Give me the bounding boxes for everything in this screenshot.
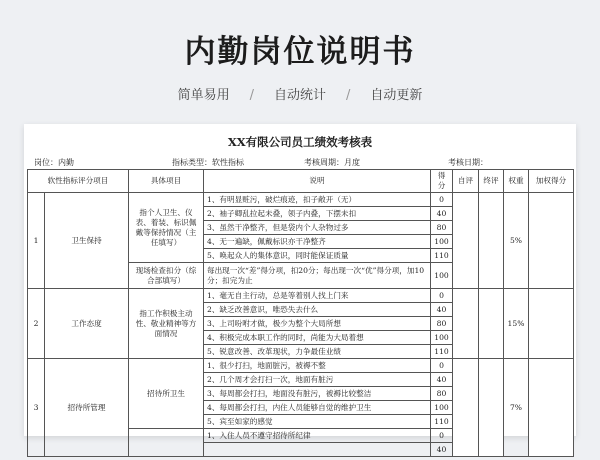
- header-row: [28, 170, 574, 193]
- page-title: 内勤岗位说明书: [184, 34, 416, 70]
- item-score: 0: [431, 193, 453, 207]
- final-score-cell[interactable]: [479, 289, 504, 359]
- section-number: 3: [28, 359, 45, 457]
- group-name: 指个人卫生、仪表、着装、标识佩戴等保持情况（主任填写）: [129, 193, 204, 263]
- weight-cell: 5%: [504, 193, 529, 289]
- feature-autostat: 自动统计: [273, 88, 326, 103]
- item-description: 1、入住人员不遵守招待所纪律: [204, 429, 431, 443]
- header-cell: 软性指标评分项目: [28, 170, 129, 193]
- item-score: 110: [431, 249, 453, 263]
- header-cell: 得分: [431, 170, 453, 193]
- position-label: 岗位：内勤: [34, 158, 74, 167]
- sheet-info-row: [24, 157, 576, 169]
- self-score-cell[interactable]: [453, 359, 479, 457]
- period-label: 考核周期：月度: [304, 158, 360, 167]
- item-score: 0: [431, 289, 453, 303]
- header-cell: 具体项目: [129, 170, 204, 193]
- item-description: 5、宾至如家的感觉: [204, 415, 431, 429]
- item-score: 100: [431, 235, 453, 249]
- table-row: [28, 359, 574, 373]
- item-score: 110: [431, 345, 453, 359]
- item-score: 100: [431, 331, 453, 345]
- weighted-score-cell[interactable]: [529, 289, 574, 359]
- weight-cell: 7%: [504, 359, 529, 457]
- item-description: 5、唤起众人的集体意识，同时能保证质量: [204, 249, 431, 263]
- header-cell: 说明: [204, 170, 431, 193]
- item-score: 100: [431, 263, 453, 289]
- item-score: 110: [431, 415, 453, 429]
- sheet-title: XX有限公司员工绩效考核表: [227, 135, 373, 149]
- header-cell: 加权得分: [529, 170, 574, 193]
- item-score: 40: [431, 443, 453, 457]
- item-description: 每出现一次“差”得分项，扣20分；每出现一次“优”得分项，加10分；扣完为止: [204, 263, 431, 289]
- item-description: 1、有明显赃污，破烂痕迹，扣子敞开（无）: [204, 193, 431, 207]
- group-name: 指工作积极主动性、敬业精神等方面情况: [129, 289, 204, 359]
- item-description: 5、锐意改善、改革现状，力争最佳业绩: [204, 345, 431, 359]
- final-score-cell[interactable]: [479, 193, 504, 289]
- item-score: 40: [431, 207, 453, 221]
- section-number: 1: [28, 193, 45, 289]
- kpi-table: [27, 169, 574, 457]
- group-name: 招待所卫生: [129, 359, 204, 429]
- feature-easy: 简单易用: [177, 88, 230, 103]
- header-cell: 权重: [504, 170, 529, 193]
- group-name: 现场检查扣分（综合部填写）: [129, 263, 204, 289]
- section-name: 招待所管理: [45, 359, 129, 457]
- item-score: 80: [431, 387, 453, 401]
- item-description: 1、很少打扫，地面脏污，被褥不整: [204, 359, 431, 373]
- item-score: 80: [431, 221, 453, 235]
- section-name: 卫生保持: [45, 193, 129, 289]
- divider: /: [249, 88, 254, 103]
- section-name: 工作态度: [45, 289, 129, 359]
- item-description: 3、每周都会打扫，地面没有脏污，被褥比较整洁: [204, 387, 431, 401]
- table-row: [28, 193, 574, 207]
- section-number: 2: [28, 289, 45, 359]
- item-description: 4、无一遍缺，佩戴标识亦干净整齐: [204, 235, 431, 249]
- header-cell: 自评: [453, 170, 479, 193]
- divider: /: [346, 88, 351, 103]
- header-cell: 终评: [479, 170, 504, 193]
- item-score: 40: [431, 373, 453, 387]
- weight-cell: 15%: [504, 289, 529, 359]
- self-score-cell[interactable]: [453, 193, 479, 289]
- item-description: 2、缺乏改善意识，唯恐失去什么: [204, 303, 431, 317]
- final-score-cell[interactable]: [479, 359, 504, 457]
- weighted-score-cell[interactable]: [529, 193, 574, 289]
- weighted-score-cell[interactable]: [529, 359, 574, 457]
- item-description: 1、毫无自主行动，总是等着别人找上门来: [204, 289, 431, 303]
- feature-list: [0, 84, 600, 103]
- item-score: 100: [431, 401, 453, 415]
- item-description: 2、袖子卿乱拉起未叠，领子内叠，下摆未扣: [204, 207, 431, 221]
- item-description: [204, 443, 431, 457]
- item-score: 0: [431, 359, 453, 373]
- item-score: 40: [431, 303, 453, 317]
- spreadsheet-preview: [24, 124, 576, 454]
- date-label: 考核日期：: [448, 158, 488, 167]
- item-description: 3、上司吩咐才做，极少为整个大局所想: [204, 317, 431, 331]
- table-row: [28, 289, 574, 303]
- indicator-type-label: 指标类型：软性指标: [172, 158, 244, 167]
- group-name: [129, 429, 204, 457]
- feature-autoupdate: 自动更新: [370, 88, 423, 103]
- item-description: 3、虽然干净整齐，但是袋内个人杂物过多: [204, 221, 431, 235]
- self-score-cell[interactable]: [453, 289, 479, 359]
- item-score: 0: [431, 429, 453, 443]
- item-description: 4、每周都会打扫，内住人员能够自觉的维护卫生: [204, 401, 431, 415]
- item-description: 2、几个周才会打扫一次，地面有脏污: [204, 373, 431, 387]
- item-description: 4、积极完成本职工作的同时，尚能为大局着想: [204, 331, 431, 345]
- item-score: 80: [431, 317, 453, 331]
